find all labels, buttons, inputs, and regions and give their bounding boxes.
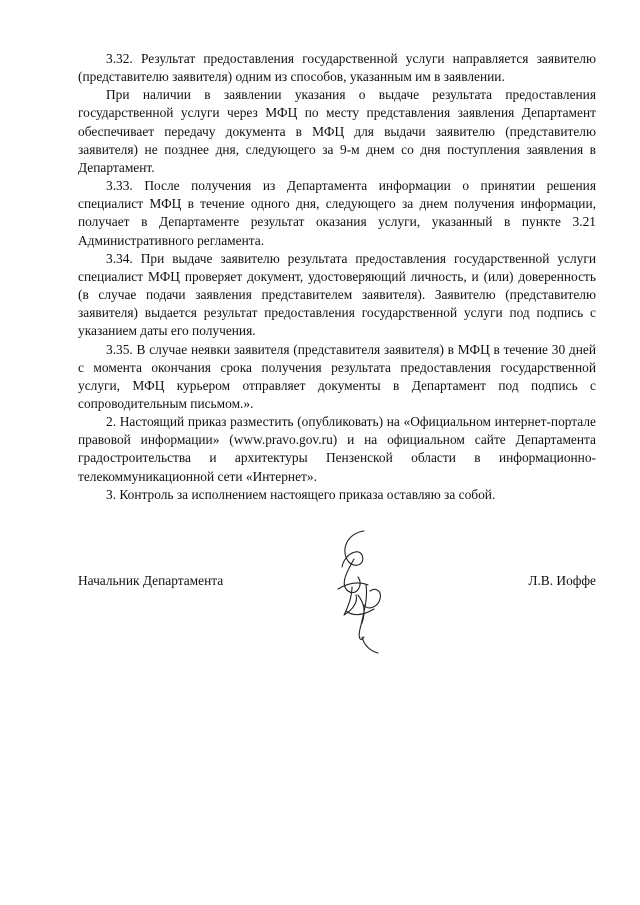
paragraph-3-32: 3.32. Результат предоставления государственной услуги направляется заявителю (представителю заявителя) одним из способов, указанным им в заявлении. — [78, 51, 596, 85]
document-body — [78, 50, 596, 504]
paragraph-3-33: 3.33. После получения из Департамента информации о принятии решения специалист МФЦ в течение одного дня, следующего за днем получения информации, получает в Департаменте результат оказания услуги, указанный в пункте 3.21 Административного регламента. — [78, 178, 596, 248]
paragraph-3-35: 3.35. В случае неявки заявителя (представителя заявителя) в МФЦ в течение 30 дней с момента окончания срока получения результата предоставления государственной услуги, МФЦ курьером отправляет документы в Департамент под подпись с сопроводительным письмом.». — [78, 341, 596, 411]
paragraph-3-34: 3.34. При выдаче заявителю результата предоставления государственной услуги специалист МФЦ проверяет документ, удостоверяющий личность, и (или) доверенность (в случае подачи заявления представителем заявителя). Заявителю (представителю заявителя) выдается результат предоставления государственной услуги под подпись с указанием даты его получения. — [78, 250, 596, 339]
paragraph-mfc-delivery: При наличии в заявлении указания о выдаче результата предоставления государственной услуги через МФЦ по месту представления заявления Департамент обеспечивает передачу документа в МФЦ для выдачи заявителю (представителю заявителя) не позднее дня, следующего за 9-м днем со дня поступления заявления в Департамент. — [78, 87, 596, 175]
handwritten-signature — [318, 525, 398, 660]
signer-name: Л.В. Иоффе — [528, 573, 596, 588]
paragraph-item-3: 3. Контроль за исполнением настоящего приказа оставляю за собой. — [106, 486, 496, 502]
paragraph-item-2: 2. Настоящий приказ разместить (опубликовать) на «Официальном интернет-портале правовой информации» (www.pravo.gov.ru) и на официальном сайте Департамента градостроительства и архитектуры Пензенской области в информационно-телекоммуникационной сети «Интернет». — [78, 414, 596, 484]
signature-line — [78, 572, 596, 592]
position-title: Начальник Департамента — [78, 573, 224, 588]
